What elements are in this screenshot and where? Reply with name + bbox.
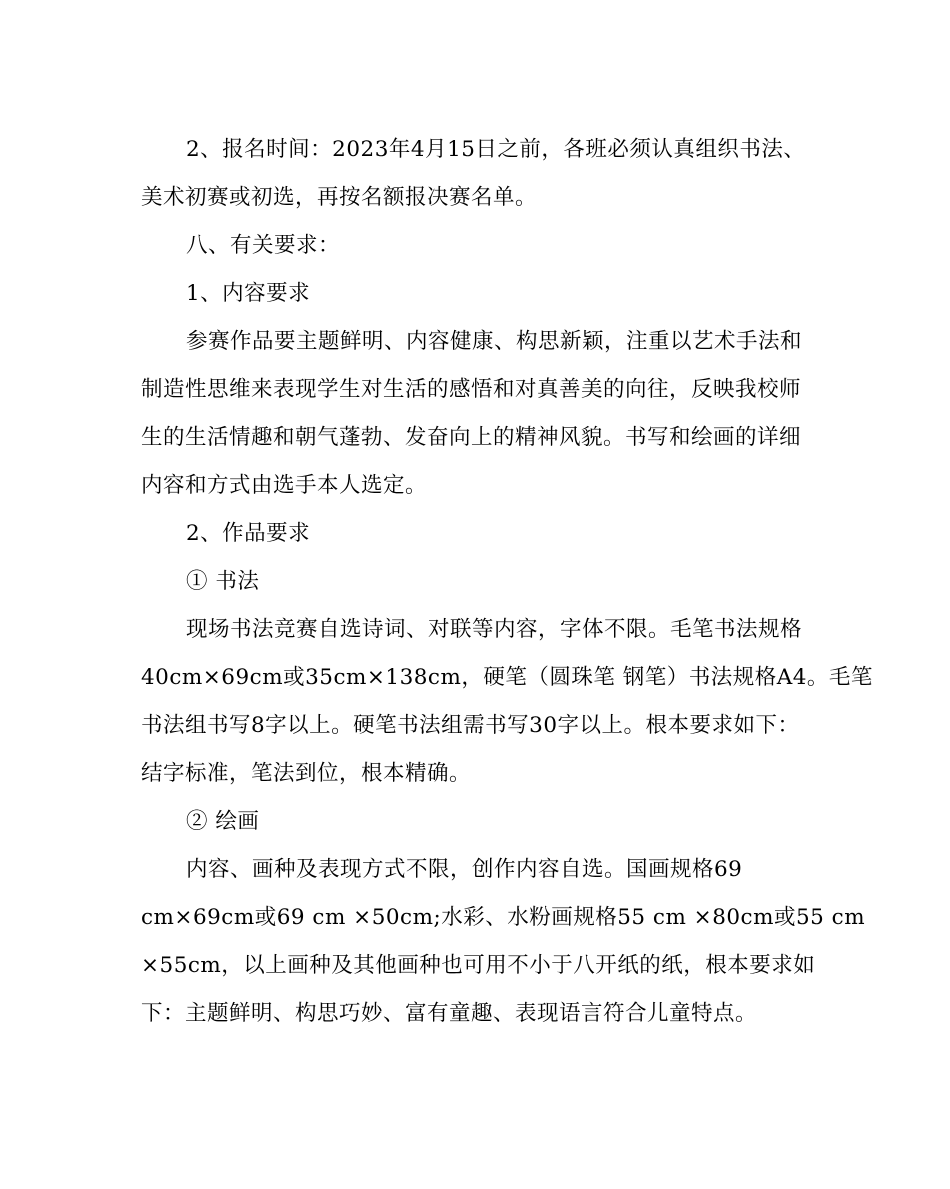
subheading-work-requirements: [141, 510, 811, 558]
section-heading-requirements: [141, 222, 811, 270]
text-line: ① 书法: [186, 569, 260, 594]
text-line: 1、内容要求: [186, 281, 311, 306]
text-line: 内容、画种及表现方式不限，创作内容自选。国画规格69: [186, 857, 743, 882]
subheading-painting: [141, 798, 811, 846]
text-line: 生的生活情趣和朝气蓬勃、发奋向上的精神风貌。书写和绘画的详细: [141, 425, 802, 450]
paragraph-registration-time: [141, 126, 811, 222]
text-line: ×55cm，以上画种及其他画种也可用不小于八开纸的纸，根本要求如: [141, 953, 816, 978]
subheading-calligraphy: [141, 558, 811, 606]
text-line: 参赛作品要主题鲜明、内容健康、构思新颖，注重以艺术手法和: [186, 329, 803, 354]
text-line: 2、报名时间：2023年4月15日之前，各班必须认真组织书法、: [186, 137, 806, 162]
text-line: 2、作品要求: [186, 521, 311, 546]
paragraph-calligraphy: [141, 606, 873, 798]
text-line: cm×69cm或69 cm ×50cm;水彩、水粉画规格55 cm ×80cm或55 cm: [141, 905, 866, 930]
paragraph-painting: [141, 846, 866, 1038]
document-body: [141, 126, 873, 1038]
text-line: 书法组书写8字以上。硬笔书法组需书写30字以上。根本要求如下：: [141, 713, 800, 738]
text-line: 八、有关要求：: [186, 233, 341, 258]
text-line: 40cm×69cm或35cm×138cm，硬笔（圆珠笔 钢笔）书法规格A4。毛笔: [141, 665, 873, 690]
text-line: 内容和方式由选手本人选定。: [141, 473, 428, 498]
subheading-content-requirements: [141, 270, 811, 318]
text-line: 美术初赛或初选，再按名额报决赛名单。: [141, 185, 538, 210]
text-line: 现场书法竞赛自选诗词、对联等内容，字体不限。毛笔书法规格: [186, 617, 803, 642]
text-line: 制造性思维来表现学生对生活的感悟和对真善美的向往，反映我校师: [141, 377, 802, 402]
text-line: 结字标准，笔法到位，根本精确。: [141, 761, 472, 786]
text-line: 下：主题鲜明、构思巧妙、富有童趣、表现语言符合儿童特点。: [141, 1001, 758, 1026]
paragraph-content-requirements: [141, 318, 811, 510]
text-line: ② 绘画: [186, 809, 260, 834]
